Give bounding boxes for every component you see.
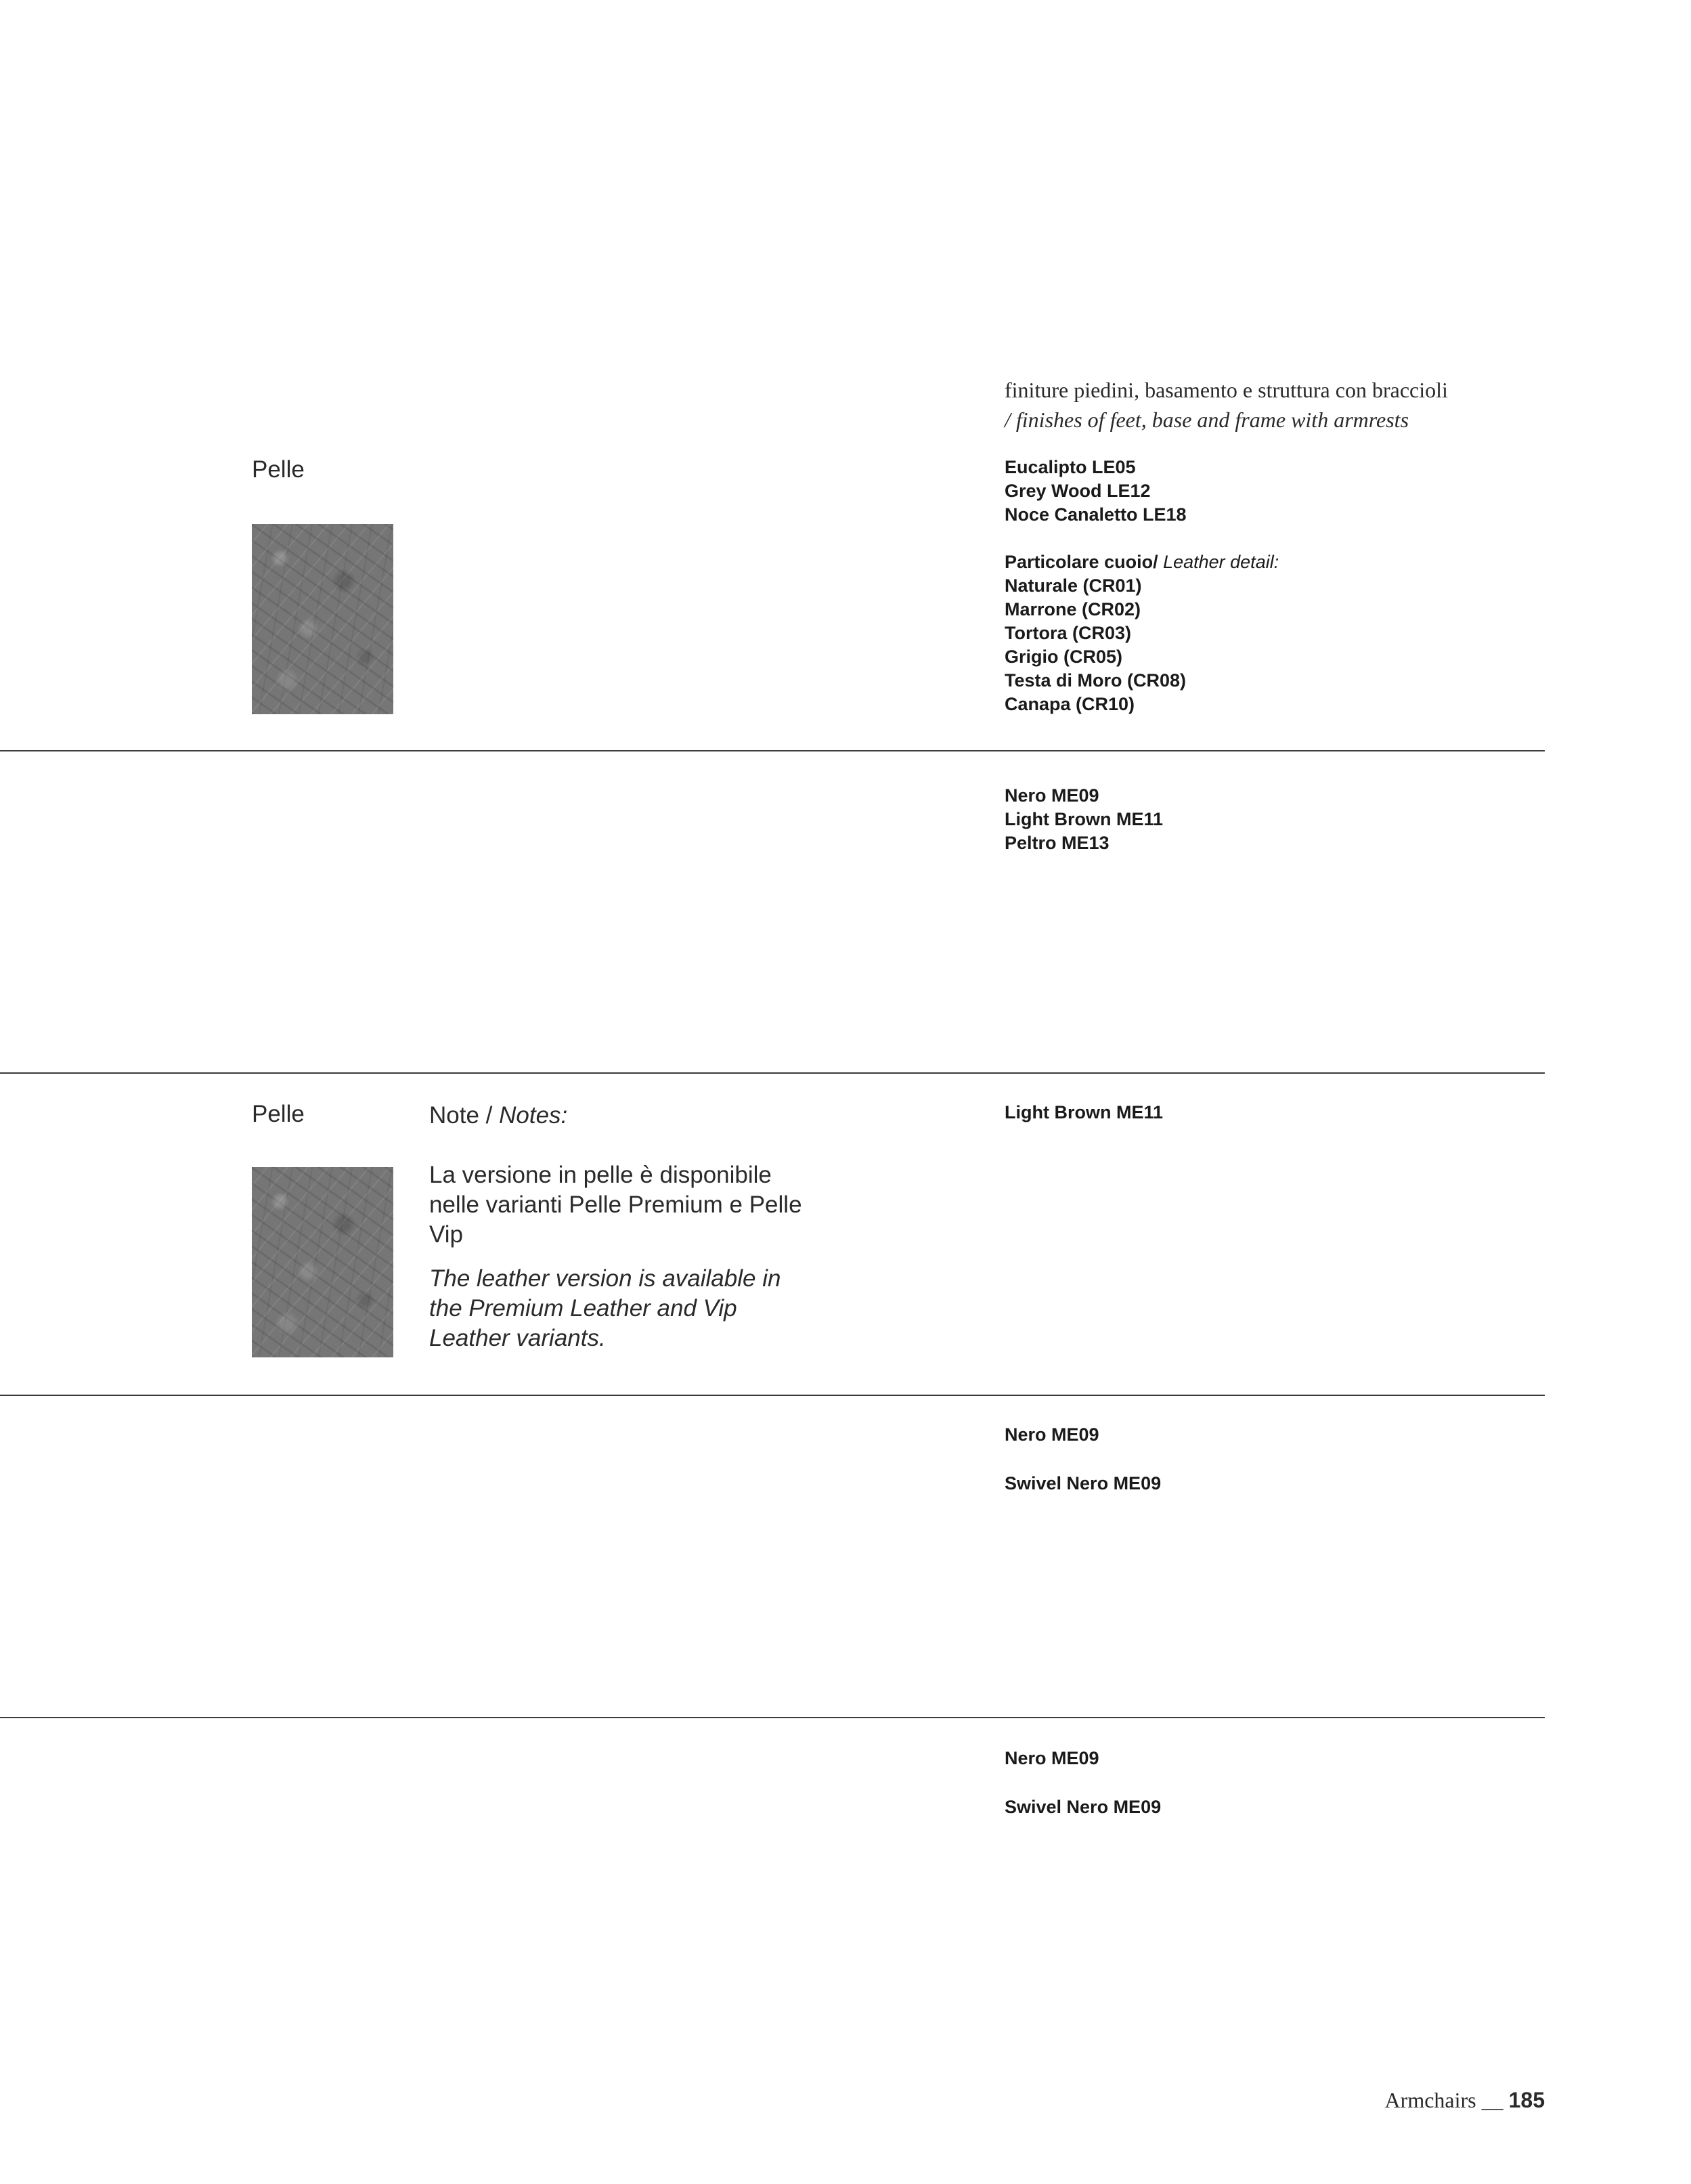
leather-detail-heading xyxy=(1005,550,1279,574)
finishes-header-en: / finishes of feet, base and frame with armrests xyxy=(1005,408,1409,432)
metal-finish: Light Brown ME11 xyxy=(1005,1102,1164,1122)
finishes-header xyxy=(1005,375,1448,435)
section5-finish1: Nero ME09 xyxy=(1005,1748,1099,1768)
leather-detail-item: Testa di Moro (CR08) xyxy=(1005,670,1187,691)
leather-detail-item: Grigio (CR05) xyxy=(1005,647,1123,667)
leather-detail-heading-en: Leather detail: xyxy=(1158,552,1279,572)
footer-section-name: Armchairs xyxy=(1384,2088,1476,2112)
section3-finish-list xyxy=(1005,1101,1163,1124)
leather-texture-swatch-icon xyxy=(252,524,393,714)
wood-finish: Eucalipto LE05 xyxy=(1005,457,1136,477)
section-divider xyxy=(0,1072,1545,1074)
metal-finish: Light Brown ME11 xyxy=(1005,809,1164,829)
section1-label: Pelle xyxy=(252,456,305,483)
finishes-header-it: finiture piedini, basamento e struttura con braccioli xyxy=(1005,378,1448,402)
note-text-it: La versione in pelle è disponibile nelle varianti Pelle Premium e Pelle Vip xyxy=(429,1162,802,1248)
metal-finish: Peltro ME13 xyxy=(1005,833,1110,853)
section4-finish2: Swivel Nero ME09 xyxy=(1005,1473,1162,1493)
section-divider xyxy=(0,1395,1545,1396)
leather-detail-item: Tortora (CR03) xyxy=(1005,623,1132,643)
wood-finish: Grey Wood LE12 xyxy=(1005,481,1151,501)
leather-texture-swatch-icon xyxy=(252,1167,393,1357)
metal-finish: Nero ME09 xyxy=(1005,785,1099,806)
section5-finish2: Swivel Nero ME09 xyxy=(1005,1797,1162,1817)
notes-title xyxy=(429,1102,567,1129)
section-divider xyxy=(0,1717,1545,1718)
page-number: 185 xyxy=(1508,2088,1545,2112)
notes-title-it: Note / xyxy=(429,1102,500,1129)
footer-separator: __ xyxy=(1481,2088,1503,2112)
page-footer xyxy=(1385,2088,1545,2113)
leather-detail-item: Canapa (CR10) xyxy=(1005,694,1135,714)
leather-detail-item: Naturale (CR01) xyxy=(1005,575,1142,596)
section-divider xyxy=(0,750,1545,751)
leather-detail-item: Marrone (CR02) xyxy=(1005,599,1141,619)
note-text-en: The leather version is available in the Premium Leather and Vip Leather variants. xyxy=(429,1265,781,1351)
notes-title-en: Notes: xyxy=(499,1102,568,1129)
leather-detail-heading-it: Particolare cuoio/ xyxy=(1005,552,1158,572)
section2-finish-list xyxy=(1005,784,1163,855)
wood-finish: Noce Canaletto LE18 xyxy=(1005,504,1187,525)
section1-finish-list xyxy=(1005,456,1279,716)
section4-finish1: Nero ME09 xyxy=(1005,1424,1099,1445)
section3-label: Pelle xyxy=(252,1101,305,1127)
